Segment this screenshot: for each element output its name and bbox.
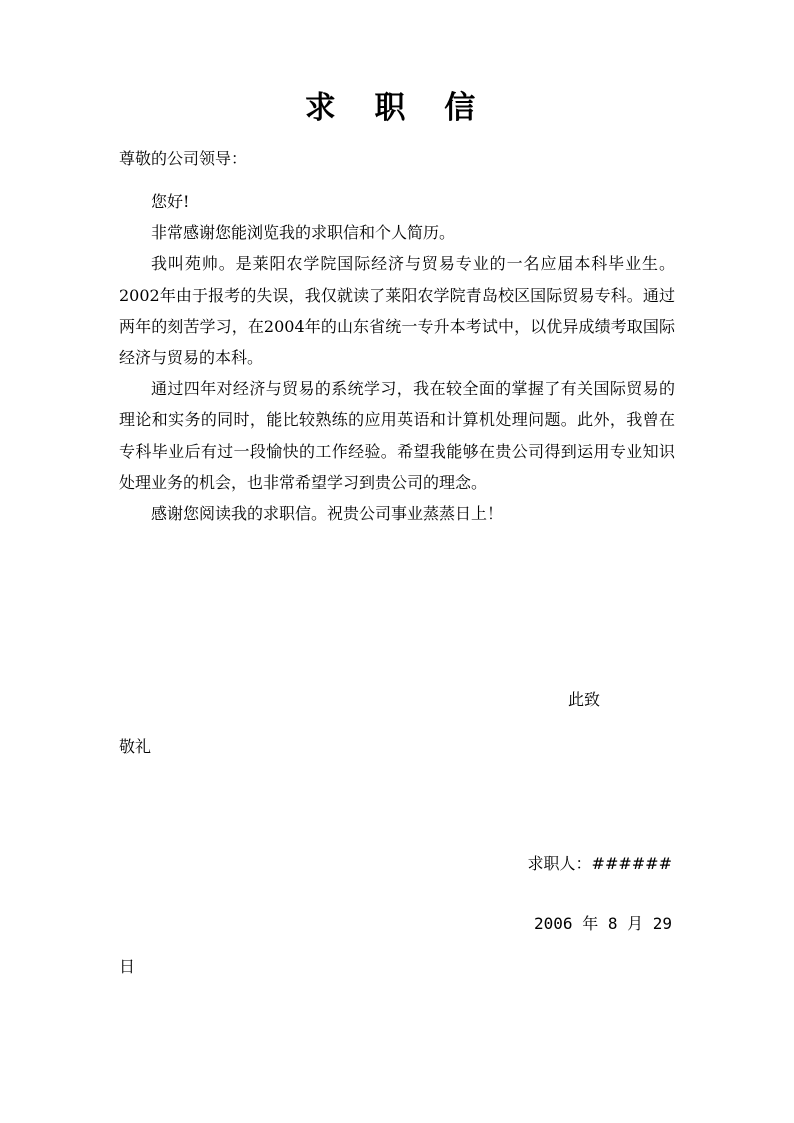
salutation: 尊敬的公司领导： — [119, 149, 248, 168]
introduction-paragraph: 我叫苑帅。是莱阳农学院国际经济与贸易专业的一名应届本科毕业生。2002年由于报考的失误，我仅就读了莱阳农学院青岛校区国际贸易专科。通过两年的刻苦学习，在2004年的山东省统一专升本考试中，以优异成绩考取国际经济与贸易的本科。 — [119, 254, 675, 368]
skills-paragraph: 通过四年对经济与贸易的系统学习，我在较全面的掌握了有关国际贸易的理论和实务的同时，能比较熟练的应用英语和计算机处理问题。此外，我曾在专科毕业后有过一段愉快的工作经验。希望我能够在贵公司得到运用专业知识处理业务的机会，也非常希望学习到贵公司的理念。 — [119, 379, 675, 492]
greeting-paragraph: 您好! — [151, 192, 190, 211]
regards: 敬礼 — [119, 737, 152, 756]
letter-body — [119, 186, 675, 529]
signature: 求职人：###### — [527, 854, 672, 873]
closing-phrase: 此致 — [568, 690, 601, 709]
closing-wish-paragraph: 感谢您阅读我的求职信。祝贵公司事业蒸蒸日上！ — [151, 504, 504, 524]
date: 2006 年 8 月 29 — [534, 914, 672, 933]
thanks-paragraph: 非常感谢您能浏览我的求职信和个人简历。 — [151, 223, 456, 243]
letter-title: 求 职 信 — [304, 90, 490, 126]
date-day: 日 — [119, 957, 136, 976]
